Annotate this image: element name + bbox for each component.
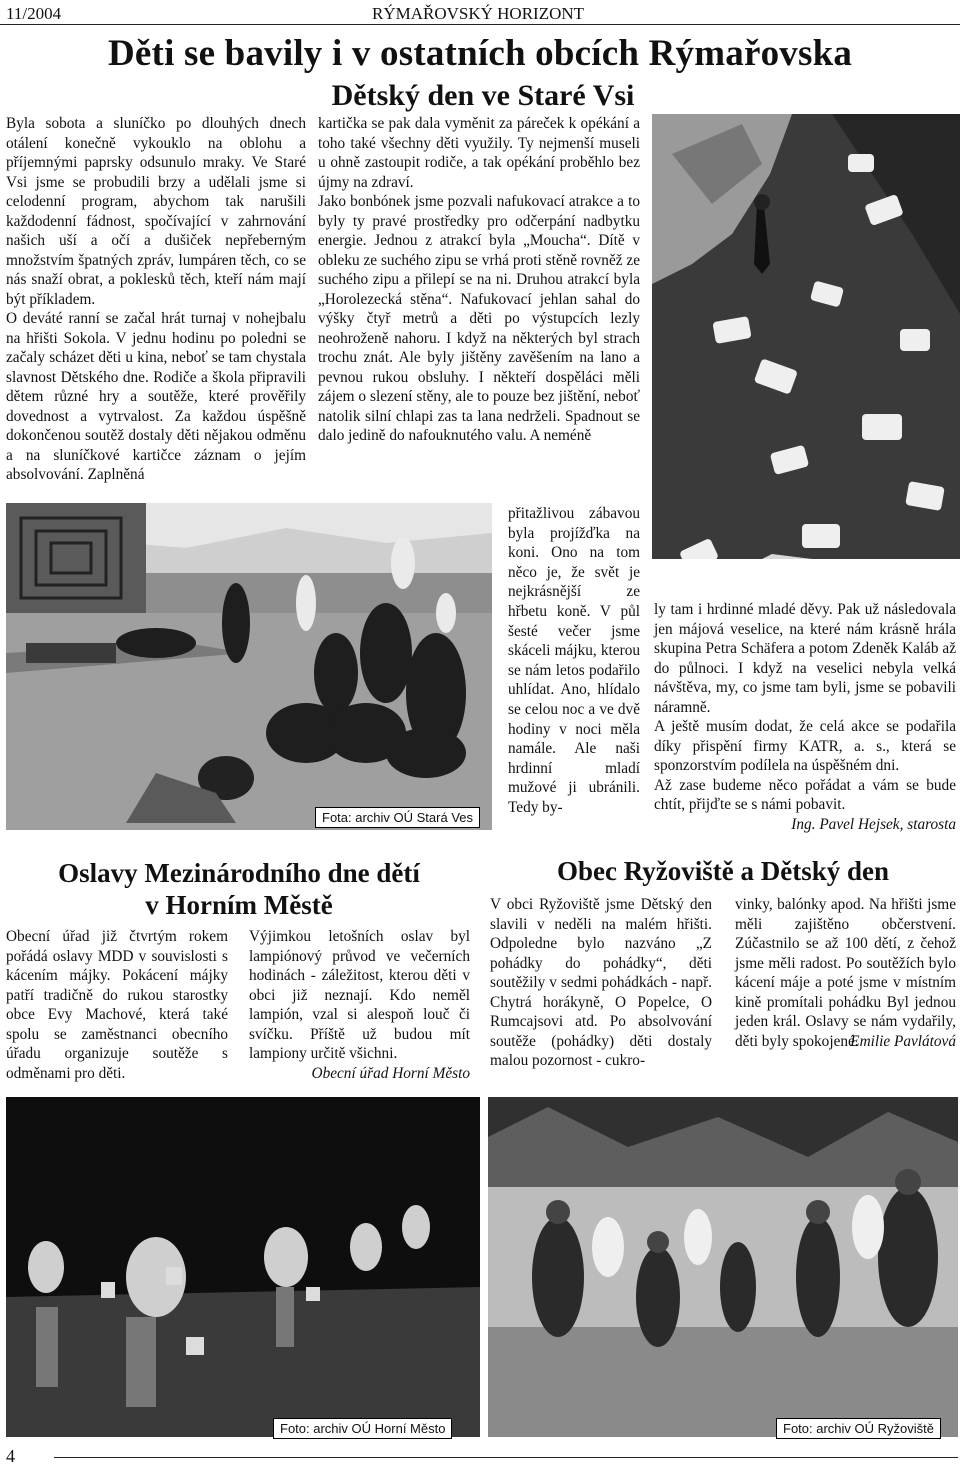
horni-mesto-signature: Obecní úřad Horní Město — [311, 1064, 470, 1082]
footer-rule — [54, 1457, 958, 1458]
main-title: Děti se bavily i v ostatních obcích Rýmařovska — [108, 33, 853, 74]
stara-ves-signature: Ing. Pavel Hejsek, starosta — [791, 815, 956, 833]
stara-ves-narrow-column: přitažlivou zábavou byla projížďka na koni. Ono na tom něco je, že svět je nejkrásnější ze hřbetu koně. V půl šesté večer jsme skáceli májku, kterou se nám letos podařilo uhlídat. Ano, hlídalo se celou noc a ve dvě hodiny v noci měla namále. Ale naši hrdinní mladí mužové ji ubránili. Tedy by- — [508, 505, 640, 816]
horni-mesto-column-1: Obecní úřad již čtvrtým rokem pořádá oslavy MDD v souvislosti s kácením májky. Pokácení májky patří tradičně do rukou starostky obce Evy Machové, která také spolu se zaměstnanci obecního úřadu organizuje soutěže s odměnami pro děti. — [6, 928, 228, 1082]
ryzoviste-column-2 — [735, 895, 956, 1051]
stara-ves-photo-caption: Fota: archiv OÚ Stará Ves — [315, 807, 480, 828]
stara-ves-column-1 — [6, 114, 306, 485]
stara-ves-column-3 — [654, 600, 956, 834]
ryzoviste-children-photo — [488, 1097, 958, 1437]
ryzoviste-paragraph: vinky, balónky apod. Na hřišti jsme měli zajištěno občerstvení. Zúčastnilo se až 100 dětí, z čehož jsme měli radost. Po soutěžích bylo kácení máje a poté jsme v místním kině promítali pohádku Byl jednou jeden král. Oslavy se nám vydařily, děti byly spokojené. — [735, 896, 956, 1050]
ryzoviste-heading: Obec Ryžoviště a Dětský den — [556, 856, 889, 886]
stara-ves-paragraph-1: Byla sobota a sluníčko po dlouhých dnech otálení konečně vykouklo na oblohu a příjemnými paprsky odsunulo mraky. Ve Staré Vsi jsme se probudili brzy a udělali jsme si celodenní program, abychom tak narušili každodenní fádnost, spočívající v zahrnování našich uší a očí a dušiček nepřeberným množstvím špatných zpráv, lumpáren těch, co se nás snaží obrat, a poklesků těch, kteří nám mají být příkladem. — [6, 115, 306, 308]
picnic-crowd-photo — [6, 503, 492, 830]
stara-ves-paragraph-6: A ještě musím dodat, že celá akce se podařila díky přispění firmy KATR, a. s., která se sponzorstvím podílela na úspěšném dni. — [654, 718, 956, 774]
stara-ves-paragraph-3: kartička se pak dala vyměnit za páreček k opékání a toho také všechny děti využily. Ty nejmenší museli u ohně zastoupit rodiče, a tak opékání proběhlo bez újmy na zdraví. — [318, 115, 640, 191]
horni-mesto-heading-line-2: v Horním Městě — [145, 890, 333, 920]
horni-mesto-heading-line-1: Oslavy Mezinárodního dne dětí — [58, 858, 420, 888]
horni-mesto-heading — [6, 857, 472, 921]
stara-ves-paragraph-4: Jako bonbónek jsme pozvali nafukovací atrakce a to byly ty pravé prostředky pro odčerpání nadbytku energie. Jednou z atrakcí byla „Moucha“. Dítě v obleku ze suchého zipu se vrhá proti stěně rovněž ze suchého zipu a přilepí se na ni. Druhou atrakcí byla „Horolezecká stěna“. Nafukovací jehlan sahal do výšky čtyř metrů a děti po výstupcích lezly neohroženě nahoru. I když na některých byl strach trochu znát. Ale byly jištěny zavěšením na lano a pevnou rukou obsluhy. I někteří dospěláci měli zájem o slezení stěny, ale to pouze bez jištění, neboť natolik silní chlapi zas ta lana nedrželi. Spadnout se dalo jedině do nafouknutého valu. A neméně — [318, 193, 640, 444]
stara-ves-paragraph-2: O deváté ranní se začal hrát turnaj v nohejbalu na hřišti Sokola. V jednu hodinu po poledni se začaly scházet děti u kina, neboť se tam chystala slavnost Dětského dne. Rodiče a škola připravili dětem různé hry a soutěže, které prověřily dovednost a vytrvalost. Za každou úspěšně dokončenou soutěž dostaly děti nějakou odměnu a na sluníčkové kartičce záznam o jejím absolvování. Zaplněná — [6, 310, 306, 483]
ryzoviste-signature: Emilie Pavlátová — [850, 1032, 956, 1050]
ryzoviste-column-1: V obci Ryžoviště jsme Dětský den slavili v neděli na malém hřišti. Odpoledne bylo nazváno „Z pohádky do pohádky“, děti soutěžily v sedmi pohádkách - např. Chytrá horákyně, O Popelce, O Rumcajsovi atd. Po absolvování soutěže (pohádky) děti dostaly malou pozornost - cukro- — [490, 896, 712, 1069]
issue-number: 11/2004 — [6, 4, 62, 23]
stara-ves-column-2 — [318, 114, 640, 446]
stara-ves-heading: Dětský den ve Staré Vsi — [331, 79, 635, 112]
horni-mesto-column-2 — [249, 927, 470, 1083]
ryzoviste-photo-caption: Foto: archiv OÚ Ryžoviště — [776, 1418, 941, 1439]
header-rule — [0, 24, 960, 25]
stara-ves-paragraph-5: ly tam i hrdinné mladé děvy. Pak už následovala jen májová veselice, na které nám krásně hrála skupina Petra Schäfera a potom Zdeněk Kaláb až do půlnoci. I když na veselici nebyla velká návštěva, my, co jsme tam byli, jsme se pobavili náramně. — [654, 601, 956, 716]
journal-name: RÝMAŘOVSKÝ HORIZONT — [372, 4, 585, 23]
page-number: 4 — [6, 1446, 15, 1466]
lantern-parade-photo — [6, 1097, 480, 1437]
horni-mesto-photo-caption: Foto: archiv OÚ Horní Město — [273, 1418, 452, 1439]
horni-mesto-paragraph: Výjimkou letošních oslav byl lampiónový průvod ve večerních hodinách - záležitost, kterou děti v obci již neznají. Kdo neměl lampión, vzal si alespoň louč či svíčku. Příště už budou mít lampiony určitě všichni. — [249, 928, 470, 1062]
stara-ves-paragraph-7: Až zase budeme něco pořádat a vám se bude chtít, přijďte se s námi pobavit. — [654, 776, 956, 813]
climbing-wall-photo — [652, 114, 960, 599]
